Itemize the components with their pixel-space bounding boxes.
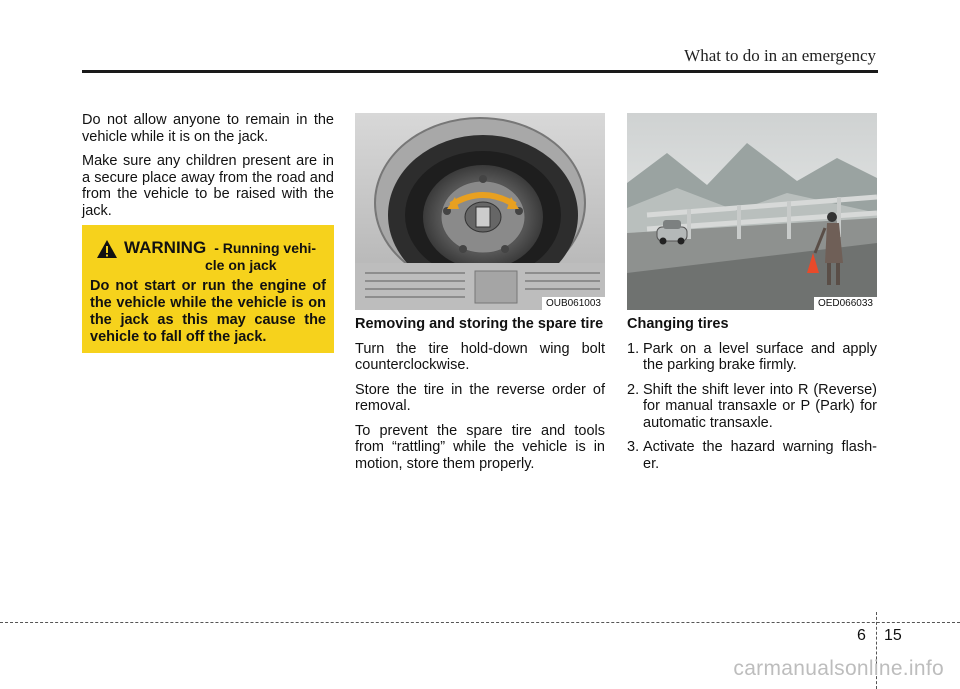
subsection-heading: Changing tires (627, 316, 729, 332)
spare-tire-illustration (355, 113, 605, 310)
step-number: 3. (627, 439, 640, 455)
header-rule (82, 70, 878, 73)
column-3 (627, 316, 877, 480)
column-2 (355, 316, 605, 480)
subsection-heading: Removing and storing the spare tire (355, 316, 604, 332)
steps-list (627, 341, 877, 473)
paragraph: Turn the tire hold-down wing bolt counterclockwise. (355, 340, 605, 373)
warning-header (90, 239, 326, 259)
step-text: Shift the shift lever into R (Reverse) for manual transaxle or P (Park) for automatic transaxle. (643, 381, 877, 431)
paragraph: Store the tire in the reverse order of removal. (355, 381, 605, 414)
roadside-scene-illustration (627, 113, 877, 310)
list-item (627, 439, 877, 472)
warning-subtitle-cont: cle on jack (205, 257, 277, 273)
paragraph: Do not allow anyone to remain in the vehicle while it is on the jack. (82, 112, 334, 145)
step-text: Activate the hazard warning flash-er. (643, 439, 877, 472)
step-number: 2. (627, 381, 640, 398)
column-1 (82, 112, 334, 227)
paragraph: Make sure any children present are in a secure place away from the road and from the vehicle to be raised with the jack. (82, 153, 334, 219)
spare-tire-figure (355, 113, 605, 310)
figure-code: OUB061003 (542, 297, 605, 310)
figure-code: OED066033 (814, 297, 877, 310)
section-title: What to do in an emergency (684, 46, 876, 65)
warning-subtitle: - Running vehi- (214, 240, 317, 256)
warning-box (82, 225, 334, 353)
warning-title: WARNING (124, 238, 207, 257)
page-number: 15 (884, 627, 902, 644)
list-item (627, 341, 877, 374)
chapter-number: 6 (857, 627, 866, 644)
step-text: Park on a level surface and apply the parking brake firmly. (643, 340, 877, 373)
warning-triangle-icon (96, 239, 118, 259)
roadside-scene-figure (627, 113, 877, 310)
step-number: 1. (627, 340, 640, 357)
watermark: carmanualsonline.info (733, 657, 944, 680)
warning-body: Do not start or run the engine of the vehicle while the vehicle is on the jack as this may cause the vehicle to fall off the jack. (90, 278, 326, 345)
footer-rule (0, 622, 960, 623)
paragraph: To prevent the spare tire and tools from “rattling” while the vehicle is in motion, store them properly. (355, 422, 605, 472)
list-item (627, 382, 877, 432)
